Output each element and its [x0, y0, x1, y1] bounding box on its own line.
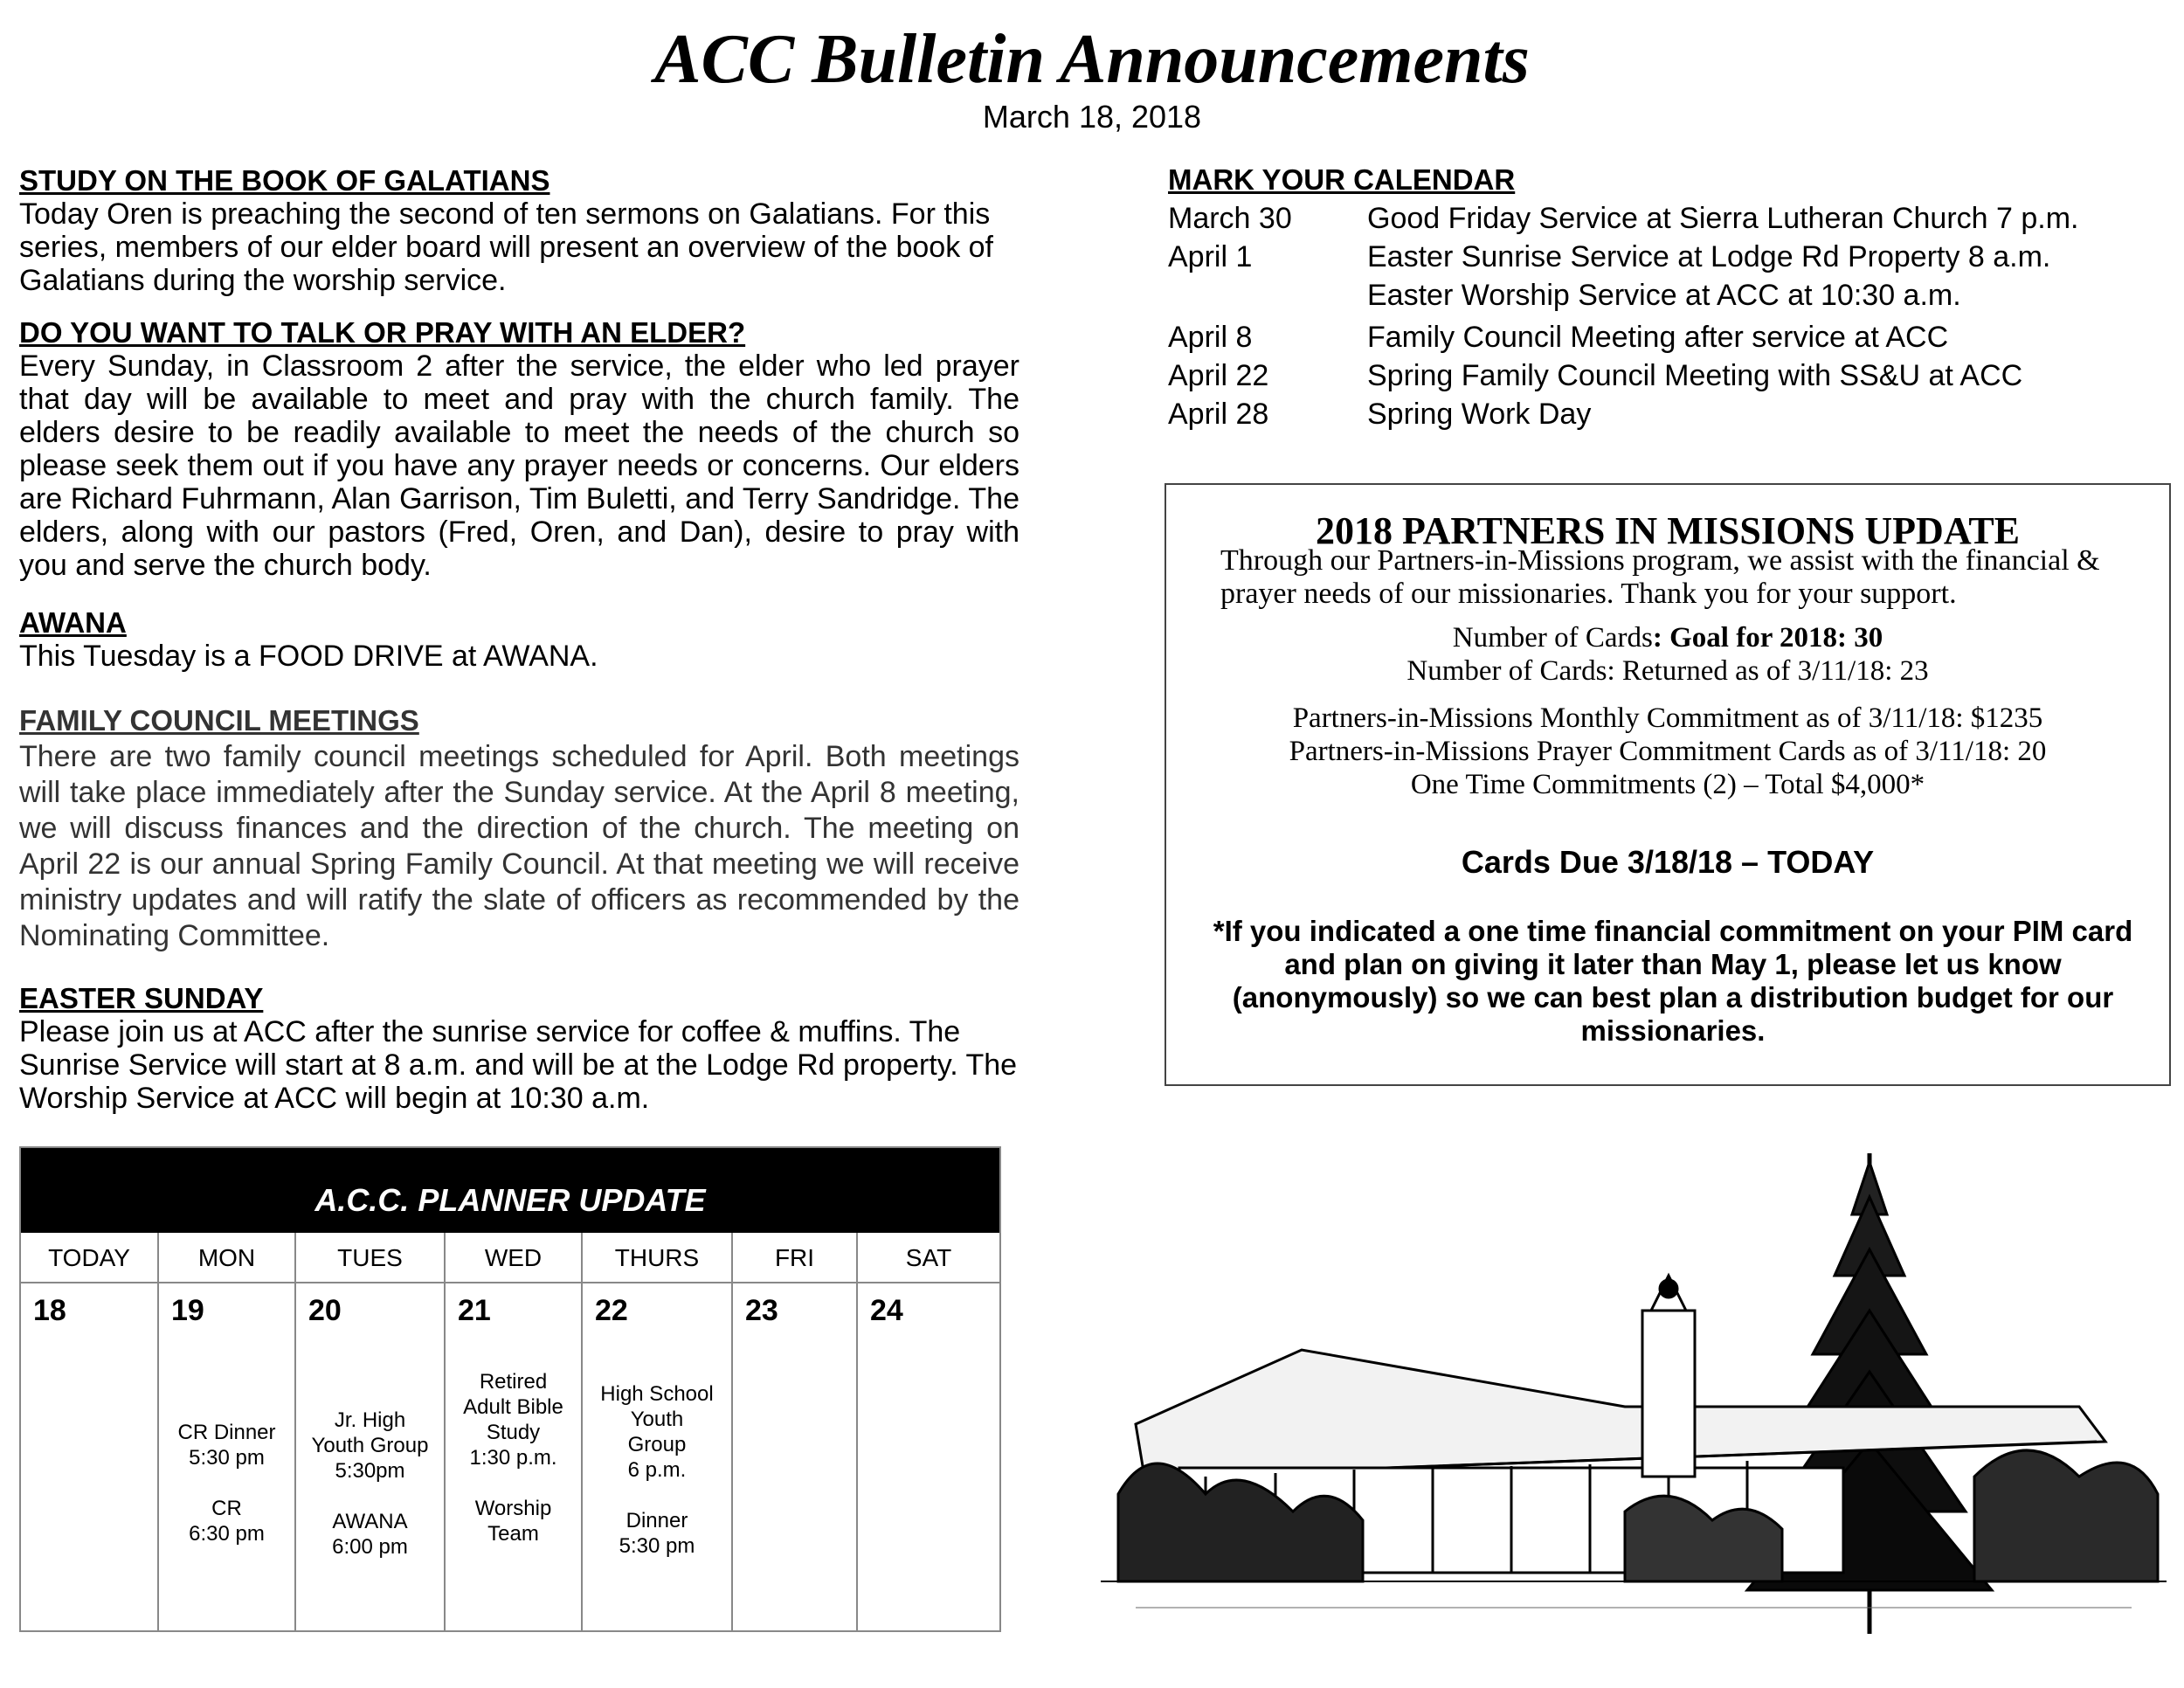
planner-table — [19, 1146, 1001, 1632]
day-cell-mon — [159, 1283, 296, 1630]
pim-cards-returned: Number of Cards: Returned as of 3/11/18: 23 — [1406, 655, 1929, 687]
day-number: 19 — [171, 1294, 204, 1327]
easter-body: Please join us at ACC after the sunrise service for coffee & muffins. The Sunrise Service will start at 8 a.m. and will be at the Lodge Rd property. The Worship Service at ACC will begin at 10:30 a.m. — [19, 1015, 1018, 1115]
day-number: 21 — [458, 1294, 491, 1327]
day-header-sat: SAT — [858, 1233, 999, 1283]
day-header-wed: WED — [446, 1233, 583, 1283]
day-number: 18 — [33, 1294, 66, 1327]
day-events: CR Dinner 5:30 pm CR 6:30 pm — [177, 1421, 276, 1546]
pim-cards-goal — [1166, 621, 2169, 654]
calendar-date: April 22 — [1168, 359, 1269, 392]
day-header-thurs: THURS — [583, 1233, 733, 1283]
pim-title: 2018 PARTNERS IN MISSIONS UPDATE — [1315, 509, 2021, 552]
pim-prayer: Partners-in-Missions Prayer Commitment Cards as of 3/11/18: 20 — [1289, 736, 2047, 767]
day-number: 23 — [745, 1294, 778, 1327]
calendar-date: March 30 — [1168, 202, 1292, 235]
calendar-date: April 28 — [1168, 398, 1269, 431]
day-events: High School Youth Group 6 p.m. Dinner 5:30 pm — [600, 1382, 714, 1558]
calendar-date: April 8 — [1168, 321, 1253, 354]
calendar-event: Spring Work Day — [1367, 398, 1592, 431]
day-number: 24 — [870, 1294, 903, 1327]
day-events: Jr. High Youth Group 5:30pm AWANA 6:00 pm — [311, 1408, 429, 1559]
pim-cards-due: Cards Due 3/18/18 – TODAY — [1461, 844, 1875, 880]
day-header-fri: FRI — [733, 1233, 858, 1283]
pim-intro: Through our Partners-in-Missions program, we assist with the financial & prayer needs of our missionaries. Thank you for your support. — [1220, 544, 2100, 610]
galatians-heading: STUDY ON THE BOOK OF GALATIANS — [19, 164, 550, 197]
family-council-body: There are two family council meetings scheduled for April. Both meetings will take place immediately after the Sunday service. At the April 8 meeting, we will discuss finances and the direction of the church. The meeting on April 22 is our annual Spring Family Council. At that meeting we will receive ministry updates and will ratify the slate of officers as recommended by the Nominating Committee. — [19, 740, 1019, 952]
elder-body: Every Sunday, in Classroom 2 after the service, the elder who led prayer that day will be available to meet and pray with the church family. The elders desire to be readily available to meet the needs of the church so please seek them out if you have any prayer needs or concerns. Our elders are Richard Fuhrmann, Alan Garrison, Tim Buletti, and Terry Sandridge. The elders, along with our pastors (Fred, Oren, and Dan), desire to pray with you and serve the church body. — [19, 349, 1019, 582]
day-events: Retired Adult Bible Study 1:30 p.m. Worship Team — [463, 1370, 563, 1546]
calendar-event: Good Friday Service at Sierra Lutheran Church 7 p.m. — [1367, 202, 2079, 235]
planner-title: A.C.C. PLANNER UPDATE — [314, 1182, 706, 1218]
day-cell-fri — [733, 1283, 858, 1630]
page-title: ACC Bulletin Announcements — [654, 21, 1530, 98]
bulletin-date: March 18, 2018 — [982, 99, 1202, 135]
awana-body: This Tuesday is a FOOD DRIVE at AWANA. — [19, 640, 598, 673]
day-cell-sat — [858, 1283, 999, 1630]
pim-update-box — [1165, 483, 2171, 1086]
day-header-mon: MON — [159, 1233, 296, 1283]
day-header-tues: TUES — [296, 1233, 446, 1283]
pim-monthly: Partners-in-Missions Monthly Commitment as of 3/11/18: $1235 — [1292, 702, 2043, 734]
awana-heading: AWANA — [19, 606, 127, 639]
day-cell-tues — [296, 1283, 446, 1630]
calendar-event: Easter Sunrise Service at Lodge Rd Property 8 a.m. — [1367, 240, 2051, 273]
calendar-event: Family Council Meeting after service at ACC — [1367, 321, 1949, 354]
day-number: 22 — [595, 1294, 628, 1327]
pim-note: *If you indicated a one time financial commitment on your PIM card and plan on giving it later than May 1, please let us know (anonymously) so we can best plan a distribution budget for our missionaries. — [1213, 915, 2133, 1047]
elder-heading: DO YOU WANT TO TALK OR PRAY WITH AN ELDER? — [19, 316, 746, 349]
day-number: 20 — [308, 1294, 342, 1327]
day-cell-wed — [446, 1283, 583, 1630]
calendar-event: Spring Family Council Meeting with SS&U at ACC — [1367, 359, 2023, 392]
galatians-body: Today Oren is preaching the second of ten sermons on Galatians. For this series, members of our elder board will present an overview of the book of Galatians during the worship service. — [19, 197, 993, 297]
church-illustration — [1101, 1145, 2167, 1643]
pim-cards-goal-value: : Goal for 2018: 30 — [1652, 622, 1883, 654]
day-header-today: TODAY — [21, 1233, 159, 1283]
family-council-heading: FAMILY COUNCIL MEETINGS — [19, 704, 419, 737]
calendar-heading: MARK YOUR CALENDAR — [1168, 163, 1516, 196]
calendar-date: April 1 — [1168, 240, 1253, 273]
pim-one-time: One Time Commitments (2) – Total $4,000* — [1410, 769, 1925, 800]
day-cell-today — [21, 1283, 159, 1630]
easter-heading: EASTER SUNDAY — [19, 982, 264, 1014]
day-cell-thurs — [583, 1283, 733, 1630]
pim-cards-label: Number of Cards — [1452, 622, 1653, 654]
calendar-event: Easter Worship Service at ACC at 10:30 a.m. — [1367, 279, 1961, 312]
